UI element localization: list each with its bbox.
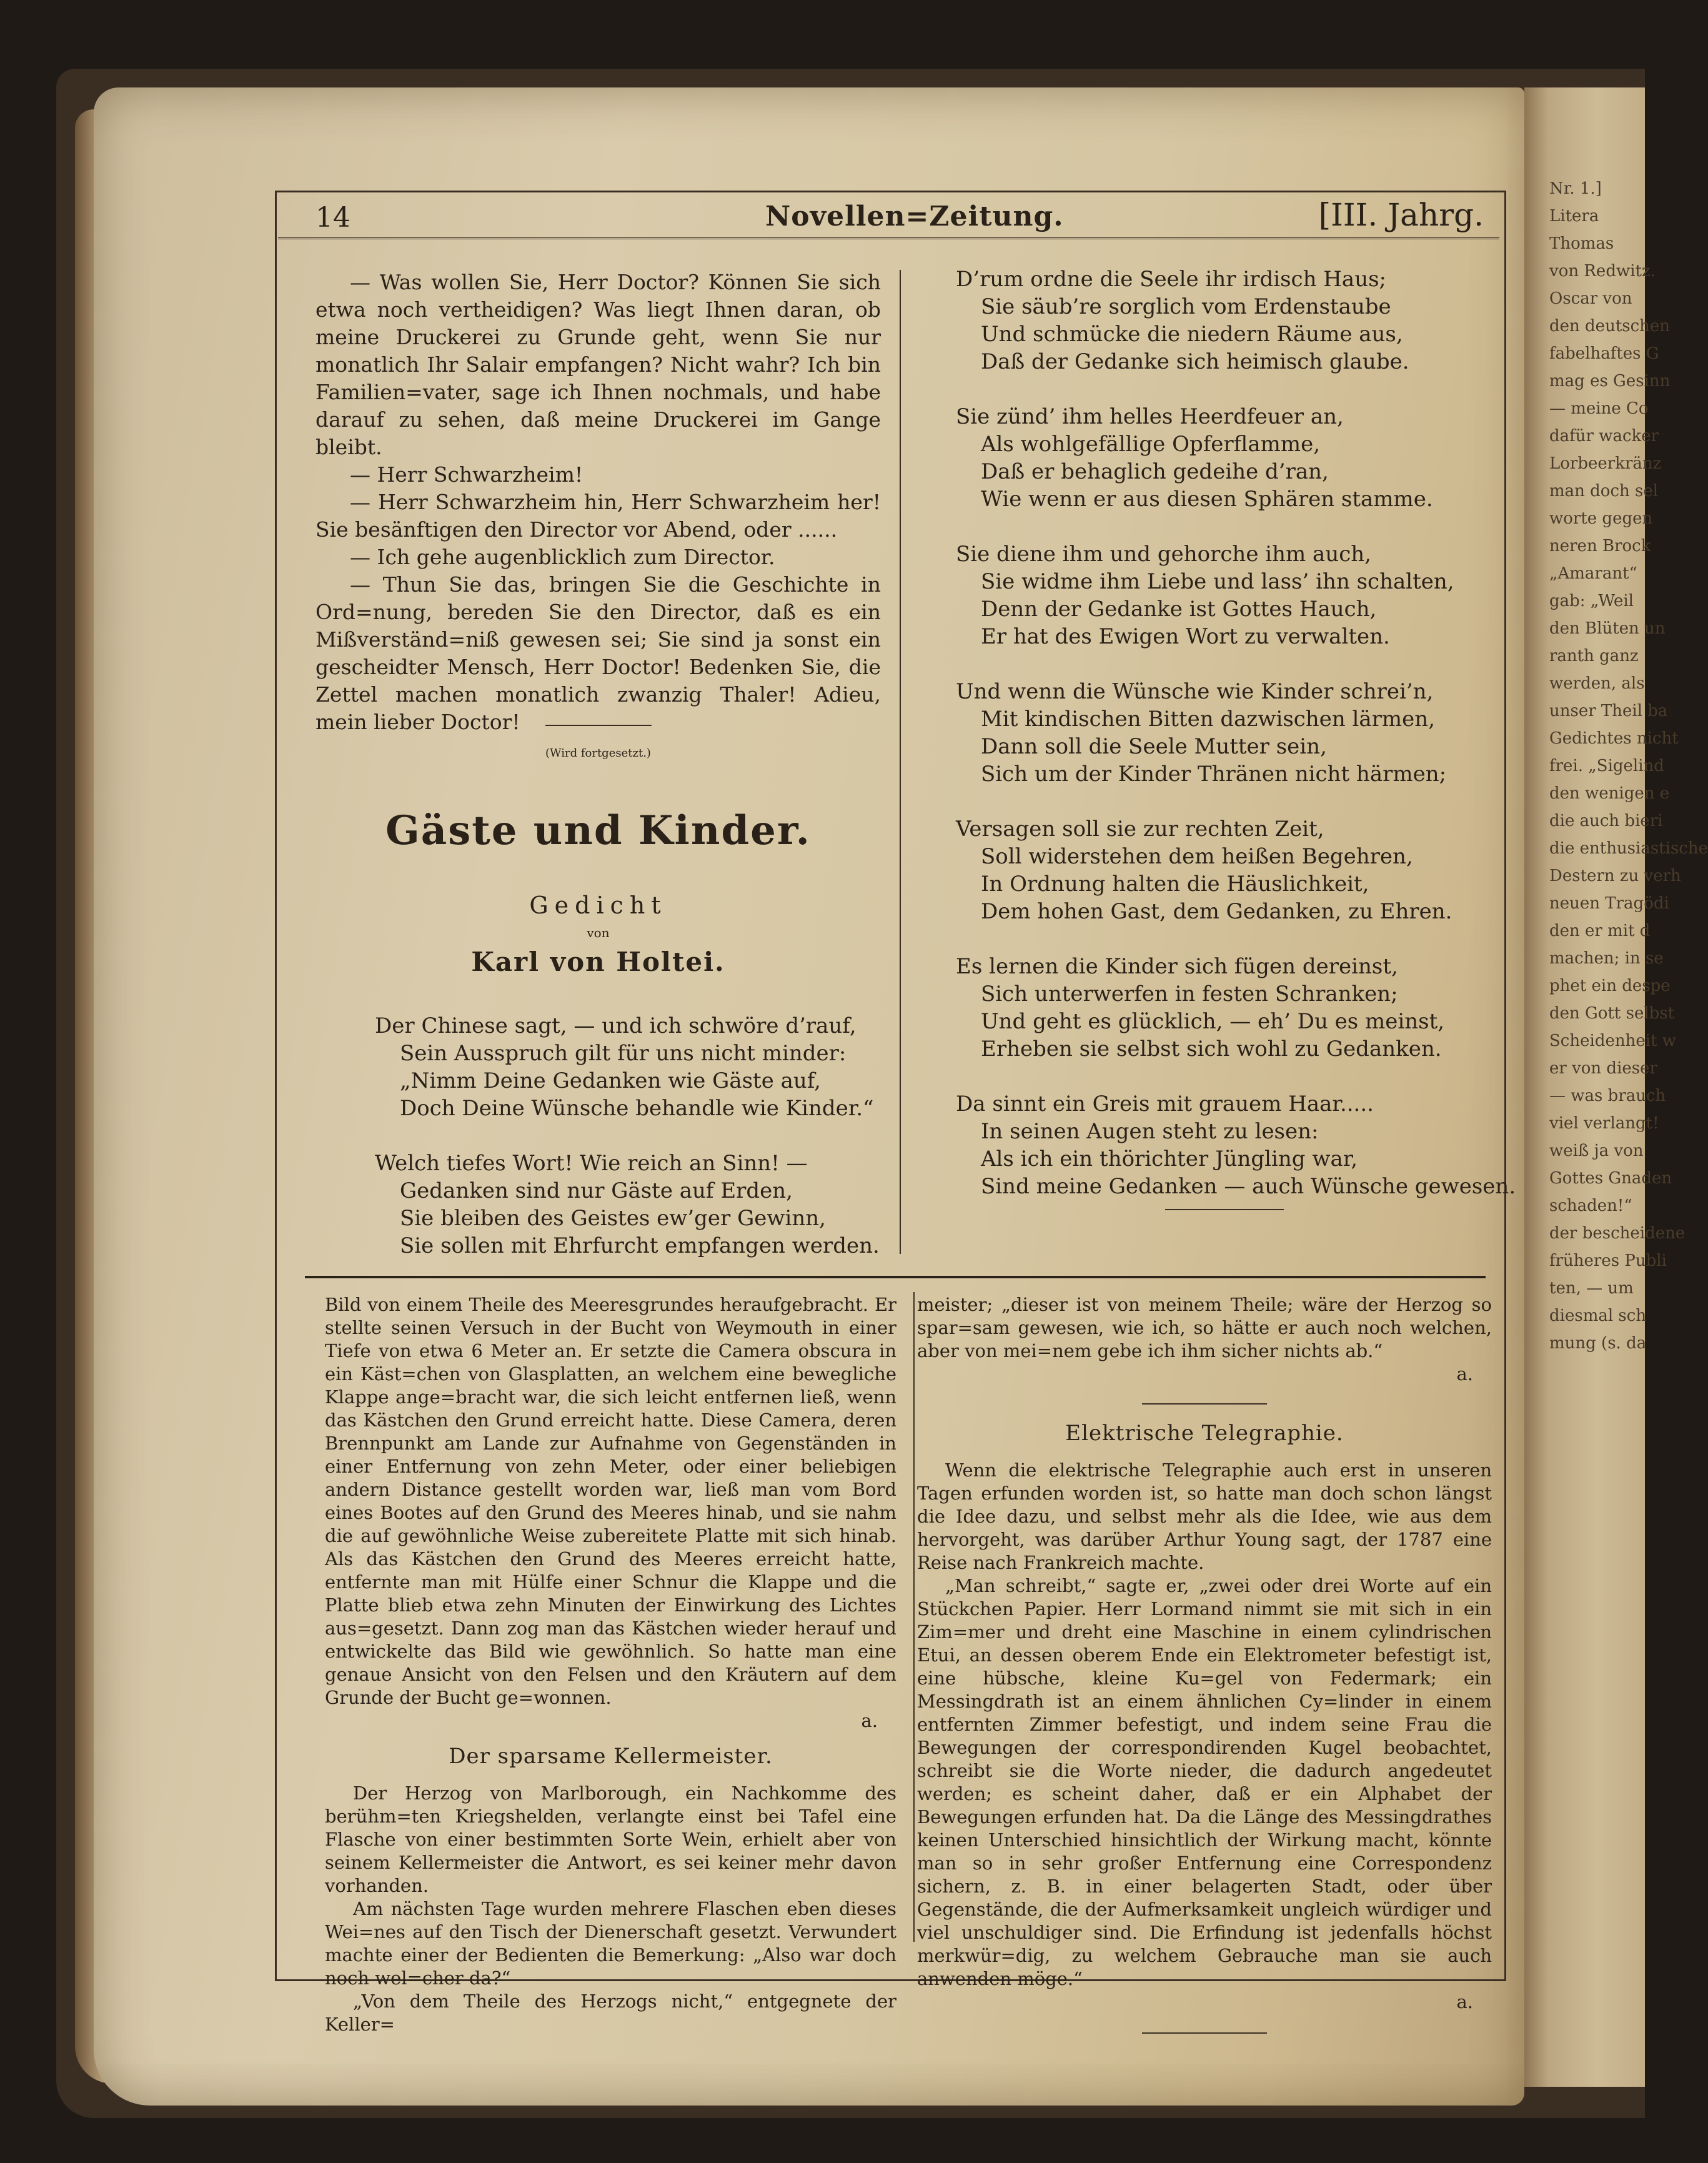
adjacent-page-line: den deutschen xyxy=(1549,317,1671,336)
adjacent-page-line: diesmal sch xyxy=(1549,1306,1647,1325)
adjacent-page-line: mung (s. da xyxy=(1549,1334,1647,1353)
adjacent-page xyxy=(1524,87,1708,2087)
adjacent-page-line: worte gegen xyxy=(1549,509,1653,528)
poem-line: Der Chinese sagt, — und ich schwöre d’rauf, xyxy=(375,1013,856,1038)
poem-line: Da sinnt ein Greis mit grauem Haar..... xyxy=(956,1091,1374,1116)
adjacent-page-line: — was brauch xyxy=(1549,1086,1666,1105)
adjacent-page-line: Scheidenheit w xyxy=(1549,1032,1677,1050)
story-paragraph: — Ich gehe augenblicklich zum Director. xyxy=(350,545,775,569)
adjacent-page-line: „Amarant“ xyxy=(1549,564,1637,583)
poem-stanza xyxy=(956,953,1493,1063)
poem-line: Wie wenn er aus diesen Sphären stamme. xyxy=(981,487,1433,512)
poem-stanza xyxy=(956,403,1493,513)
poem-line: Erheben sie selbst sich wohl zu Gedanken. xyxy=(981,1037,1442,1062)
poem-right-stanzas xyxy=(956,266,1516,1210)
journal-title: Novellen=Zeitung. xyxy=(765,201,1064,232)
adjacent-page-line: er von dieser xyxy=(1549,1059,1657,1078)
adjacent-page-line: Destern zu verh xyxy=(1549,867,1681,885)
article-paragraph: Der Herzog von Marlborough, ein Nachkomme des berühm=ten Kriegshelden, verlangte einst bei Tafel eine Flasche von einer bestimmten Sorte Wein, erhielt aber von seinem Kellermeister die Antwort, es sei keiner mehr davon vorhanden. xyxy=(325,1783,896,1896)
poem-stanza xyxy=(956,678,1493,788)
story-paragraph: — Thun Sie das, bringen Sie die Geschichte in Ord=nung, bereden Sie den Director, daß es ein Mißverständ=niß gewesen sei; Sie sind ja sonst ein gescheidter Mensch, Herr Doctor! Bedenken Sie, die Zettel machen monatlich zwanzig Thaler! Adieu, mein lieber Doctor! xyxy=(315,572,881,734)
adjacent-page-line: gab: „Weil xyxy=(1549,592,1634,610)
poem-line: Sich unterwerfen in festen Schranken; xyxy=(981,982,1398,1007)
adjacent-page-line: die auch bieri xyxy=(1549,812,1663,830)
continued-note: (Wird fortgesetzt.) xyxy=(545,747,651,760)
poem-line: D’rum ordne die Seele ihr irdisch Haus; xyxy=(956,267,1386,292)
article-heading: Der sparsame Kellermeister. xyxy=(449,1744,773,1769)
poem-line: Als ich ein thörichter Jüngling war, xyxy=(981,1146,1358,1171)
story-paragraph: — Was wollen Sie, Herr Doctor? Können Sie sich etwa noch vertheidigen? Was liegt Ihnen daran, ob meine Druckerei zu Grunde geht, wenn Sie nur monatlich Ihr Salair empfangen? Nicht wahr? Ich bin Familien=vater, sage ich Ihnen nochmals, und habe darauf zu sehen, daß meine Druckerei im Gange bleibt. xyxy=(315,270,881,459)
story-continuation xyxy=(315,269,881,767)
poem-line: Sich um der Kinder Thränen nicht härmen; xyxy=(981,762,1447,787)
adjacent-page-line: Nr. 1.] xyxy=(1549,179,1602,198)
poem-line: Daß der Gedanke sich heimisch glaube. xyxy=(981,349,1409,374)
poem-title: Gäste und Kinder. xyxy=(385,807,811,854)
poem-stanza xyxy=(956,1090,1516,1200)
poem-line: Er hat des Ewigen Wort zu verwalten. xyxy=(981,624,1390,649)
adjacent-page-text xyxy=(1549,175,1708,1357)
poem-line: Denn der Gedanke ist Gottes Hauch, xyxy=(981,597,1377,622)
poem-line: Sie sollen mit Ehrfurcht empfangen werden. xyxy=(400,1233,880,1258)
poem-author: Karl von Holtei. xyxy=(471,947,725,977)
column-divider-top xyxy=(900,270,901,1254)
poem-line: Und geht es glücklich, — eh’ Du es meinst, xyxy=(981,1009,1445,1034)
poem-stanza xyxy=(375,1150,887,1260)
poem-stanza xyxy=(956,540,1493,650)
adjacent-page-line: ten, — um xyxy=(1549,1279,1634,1298)
story-paragraph: — Herr Schwarzheim! xyxy=(350,462,583,487)
poem-heading xyxy=(315,725,881,977)
article-paragraph: „Man schreibt,“ sagte er, „zwei oder drei Worte auf ein Stückchen Papier. Herr Lormand nimmt sie mit sich in ein Zim=mer und dreht eine Maschine in einem cylindrischen Etui, an dessen oberem Ende ein Elektrometer befestigt ist, eine hübsche, kleine Ku=gel von Federmark; ein Messingdrath ist an einem ähnlichen Cy=linder in einem entfernten Zimmer befestigt, und indem seine Frau die Bewegungen der correspondirenden Kugel beobachtet, schreibt sie die Worte nieder, die dadurch angedeutet werden; es scheint daher, daß er ein Alphabet der Bewegungen erfunden hat. Da die Länge des Messingdrathes keinen Unterschied hinsichtlich der Wirkung macht, könnte man so in sehr großer Entfernung eine Correspondenz sichern, z. B. in einer belagerten Stadt, oder über Gegenstände, die der Aufmerksamkeit ungleich würdiger und viel unschuldiger sind. Die Erfindung ist jedenfalls höchst merkwür=dig, zu welchem Gebrauche man sie auch anwenden möge.“ xyxy=(917,1575,1492,1989)
adjacent-page-line: Gottes Gnaden xyxy=(1549,1169,1672,1188)
bottom-right-column xyxy=(917,1293,1492,2034)
header-rule xyxy=(278,237,1499,239)
poem-stanza xyxy=(956,266,1493,375)
adjacent-page-line: — meine Co xyxy=(1549,399,1649,418)
bottom-left-column xyxy=(325,1293,896,2036)
poem-line: Soll widerstehen dem heißen Begehren, xyxy=(981,844,1413,869)
page-header xyxy=(278,191,1496,234)
poem-line: Gedanken sind nur Gäste auf Erden, xyxy=(400,1178,793,1203)
poem-stanza xyxy=(956,815,1493,925)
poem-line: „Nimm Deine Gedanken wie Gäste auf, xyxy=(400,1068,821,1093)
poem-line: Daß er behaglich gedeihe d’ran, xyxy=(981,459,1329,484)
adjacent-page-line: früheres Publi xyxy=(1549,1251,1667,1270)
poem-line: Sein Ausspruch gilt für uns nicht minder: xyxy=(400,1041,847,1066)
adjacent-page-line: werden, als xyxy=(1549,674,1645,693)
poem-line: Mit kindischen Bitten dazwischen lärmen, xyxy=(981,707,1435,732)
poem-line: Sie zünd’ ihm helles Heerdfeuer an, xyxy=(956,404,1344,429)
adjacent-page-line: den Gott selbst xyxy=(1549,1004,1675,1023)
article-signature: a. xyxy=(861,1710,878,1731)
article-paragraph: meister; „dieser ist von meinem Theile; wäre der Herzog so spar=sam gewesen, wie ich, so hätte er auch noch welchen, aber von mei=nem gebe ich ihm sicher nichts ab.“ xyxy=(917,1294,1492,1361)
adjacent-page-line: fabelhaftes G xyxy=(1549,344,1659,363)
adjacent-page-line: frei. „Sigelind xyxy=(1549,757,1664,775)
poem-genre: Gedicht xyxy=(529,892,667,919)
adjacent-page-line: Litera xyxy=(1549,207,1599,226)
adjacent-page-line: Oscar von xyxy=(1549,289,1632,308)
article-paragraph: „Von dem Theile des Herzogs nicht,“ entgegnete der Keller= xyxy=(325,1991,896,2035)
poem-line: Sind meine Gedanken — auch Wünsche gewesen. xyxy=(981,1174,1516,1199)
adjacent-page-line: unser Theil ba xyxy=(1549,702,1668,720)
adjacent-page-line: dafür wacker xyxy=(1549,427,1659,445)
poem-line: Es lernen die Kinder sich fügen dereinst, xyxy=(956,954,1398,979)
adjacent-page-line: den er mit d xyxy=(1549,922,1651,940)
adjacent-page-line: Thomas xyxy=(1549,234,1614,253)
poem-line: Als wohlgefällige Opferflamme, xyxy=(981,432,1321,457)
poem-line: Dem hohen Gast, dem Gedanken, zu Ehren. xyxy=(981,899,1452,924)
poem-by: von xyxy=(587,925,610,940)
poem-line: Und wenn die Wünsche wie Kinder schrei’n, xyxy=(956,679,1434,704)
adjacent-page-line: schaden!“ xyxy=(1549,1196,1632,1215)
page-number: 14 xyxy=(315,202,350,234)
poem-line: In Ordnung halten die Häuslichkeit, xyxy=(981,872,1369,897)
adjacent-page-line: machen; in se xyxy=(1549,949,1664,968)
article-paragraph: Am nächsten Tage wurden mehrere Flaschen eben dieses Wei=nes auf den Tisch der Dienerschaft gesetzt. Verwundert machte einer der Bedienten die Bemerkung: „Also war doch noch wel=cher da?“ xyxy=(325,1898,896,1989)
poem-line: Sie diene ihm und gehorche ihm auch, xyxy=(956,542,1371,567)
adjacent-page-line: mag es Gesinn xyxy=(1549,372,1671,390)
article-paragraph: Wenn die elektrische Telegraphie auch erst in unseren Tagen erfunden worden ist, so hatte man doch schon längst die Idee dazu, und selbst mehr als die Idee, wie aus dem hervorgeht, was darüber Arthur Young sagt, der 1787 eine Reise nach Frankreich machte. xyxy=(917,1459,1492,1573)
article-paragraph: Bild von einem Theile des Meeresgrundes heraufgebracht. Er stellte seinen Versuch in der Bucht von Weymouth in einer Tiefe von etwa 6 Meter an. Er setzte die Camera obscura in ein Käst=chen von Glasplatten, an welchem eine bewegliche Klappe ange=bracht war, die sich leicht entfernen ließ, wenn das Kästchen den Grund erreicht hatte. Diese Camera, deren Brennpunkt am Lande zur Aufnahme von Gegenständen in einer Entfernung von zehn Meter, oder einer beliebigen andern Distance gestellt worden war, ließ man vom Bord eines Bootes auf den Grund des Meeres hinab, und sie nahm die auf gewöhnliche Weise zubereitete Platte mit sich hinab. Als das Kästchen den Grund des Meeres erreicht hatte, entfernte man mit Hülfe einer Schnur die Klappe und die Platte blieb etwa zehn Minuten der Einwirkung des Lichtes aus=gesetzt. Dann zog man das Kästchen wieder herauf und entwickelte das Bild wie gewöhnlich. So hatte man eine genaue Ansicht von den Felsen und den Kräutern auf dem Grunde der Bucht ge=wonnen. xyxy=(325,1294,896,1708)
adjacent-page-line: den wenigen e xyxy=(1549,784,1670,803)
article-signature: a. xyxy=(1456,1991,1473,2012)
poem-line: Sie säub’re sorglich vom Erdenstaube xyxy=(981,294,1391,319)
poem-line: Doch Deine Wünsche behandle wie Kinder.“ xyxy=(400,1096,874,1121)
adjacent-page-line: viel verlangt! xyxy=(1549,1114,1659,1133)
adjacent-page-line: die enthusiastische xyxy=(1549,839,1708,858)
adjacent-page-line: man doch sel xyxy=(1549,482,1659,500)
poem-line: Welch tiefes Wort! Wie reich an Sinn! — xyxy=(375,1151,808,1176)
adjacent-page-line: Lorbeerkränz xyxy=(1549,454,1662,473)
adjacent-page-line: weiß ja von xyxy=(1549,1141,1644,1160)
adjacent-page-line: Gedichtes nicht xyxy=(1549,729,1679,748)
article-signature: a. xyxy=(1456,1363,1473,1385)
adjacent-page-line: neren Brock xyxy=(1549,537,1651,555)
adjacent-page-line: phet ein despe xyxy=(1549,977,1671,995)
divider xyxy=(1165,1209,1284,1210)
column-divider-bottom xyxy=(913,1292,915,1942)
volume-label: [III. Jahrg. xyxy=(1318,197,1484,233)
adjacent-page-line: ranth ganz xyxy=(1549,647,1639,665)
adjacent-page-line: der bescheidene xyxy=(1549,1224,1686,1243)
poem-line: In seinen Augen steht zu lesen: xyxy=(981,1119,1319,1144)
divider xyxy=(1142,2032,1267,2034)
adjacent-page-line: von Redwitz. xyxy=(1549,262,1656,281)
poem-line: Sie widme ihm Liebe und lass’ ihn schalten, xyxy=(981,569,1454,594)
poem-line: Sie bleiben des Geistes ew’ger Gewinn, xyxy=(400,1206,826,1231)
poem-stanza xyxy=(375,1012,887,1122)
adjacent-page-line: neuen Tragödi xyxy=(1549,894,1669,913)
divider xyxy=(545,725,652,726)
poem-left-stanzas xyxy=(375,1012,887,1287)
article-heading: Elektrische Telegraphie. xyxy=(1065,1421,1344,1446)
divider xyxy=(1142,1403,1267,1405)
adjacent-page-line: den Blüten un xyxy=(1549,619,1666,638)
story-paragraph: — Herr Schwarzheim hin, Herr Schwarzheim her! Sie besänftigen den Director vor Abend, oder ...... xyxy=(315,490,881,542)
poem-line: Und schmücke die niedern Räume aus, xyxy=(981,322,1403,347)
poem-line: Dann soll die Seele Mutter sein, xyxy=(981,734,1327,759)
poem-line: Versagen soll sie zur rechten Zeit, xyxy=(956,817,1324,842)
